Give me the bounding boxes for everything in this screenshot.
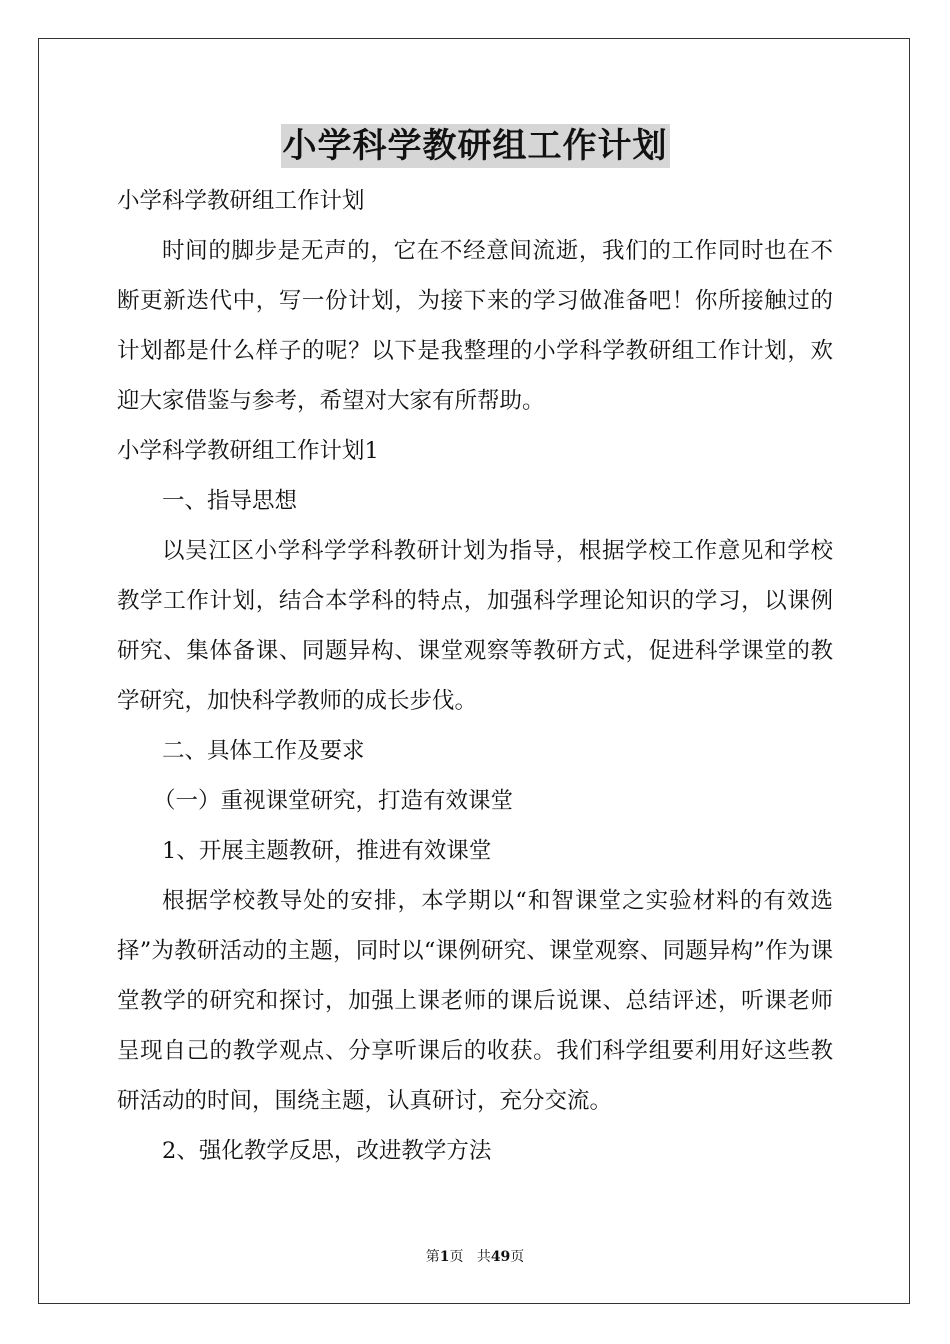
paragraph: 小学科学教研组工作计划1 <box>117 438 379 464</box>
paragraph: 根据学校教导处的安排，本学期以“和智课堂之实验材料的有效选择”为教研活动的主题，同时以“课例研究、课堂观察、同题异构”作为课堂教学的研究和探讨，加强上课老师的课后说课、总结评述，听课老师呈现自己的教学观点、分享听课后的收获。我们科学组要利用好这些教研活动的时间，围绕主题，认真研讨，充分交流。 <box>117 888 833 1114</box>
page-prefix: 第 <box>425 1249 440 1265</box>
total-pages: 49 <box>490 1249 511 1265</box>
page-number: 1 <box>439 1249 450 1265</box>
paragraph: 时间的脚步是无声的，它在不经意间流逝，我们的工作同时也在不断更新迭代中，写一份计划，为接下来的学习做准备吧！你所接触过的计划都是什么样子的呢？以下是我整理的小学科学教研组工作计划，欢迎大家借鉴与参考，希望对大家有所帮助。 <box>117 238 833 414</box>
subsection-heading: 2、强化教学反思，改进教学方法 <box>162 1138 492 1164</box>
section-heading: 二、具体工作及要求 <box>162 738 365 764</box>
section-heading: 一、指导思想 <box>162 488 298 514</box>
document-title: 小学科学教研组工作计划 <box>282 126 668 166</box>
paragraph: 以吴江区小学科学学科教研计划为指导，根据学校工作意见和学校教学工作计划，结合本学科的特点，加强科学理论知识的学习，以课例研究、集体备课、同题异构、课堂观察等教研方式，促进科学课堂的教学研究，加快科学教师的成长步伐。 <box>117 538 833 714</box>
total-prefix: 共 <box>476 1249 491 1265</box>
subsection-heading: 1、开展主题教研，推进有效课堂 <box>162 838 492 864</box>
title-container <box>0 124 950 168</box>
page-footer <box>0 1246 950 1266</box>
document-body <box>117 176 833 1176</box>
total-suffix: 页 <box>510 1249 525 1265</box>
paragraph: 小学科学教研组工作计划 <box>117 188 365 214</box>
page-suffix: 页 <box>449 1249 464 1265</box>
subsection-heading: （一）重视课堂研究，打造有效课堂 <box>153 788 514 814</box>
